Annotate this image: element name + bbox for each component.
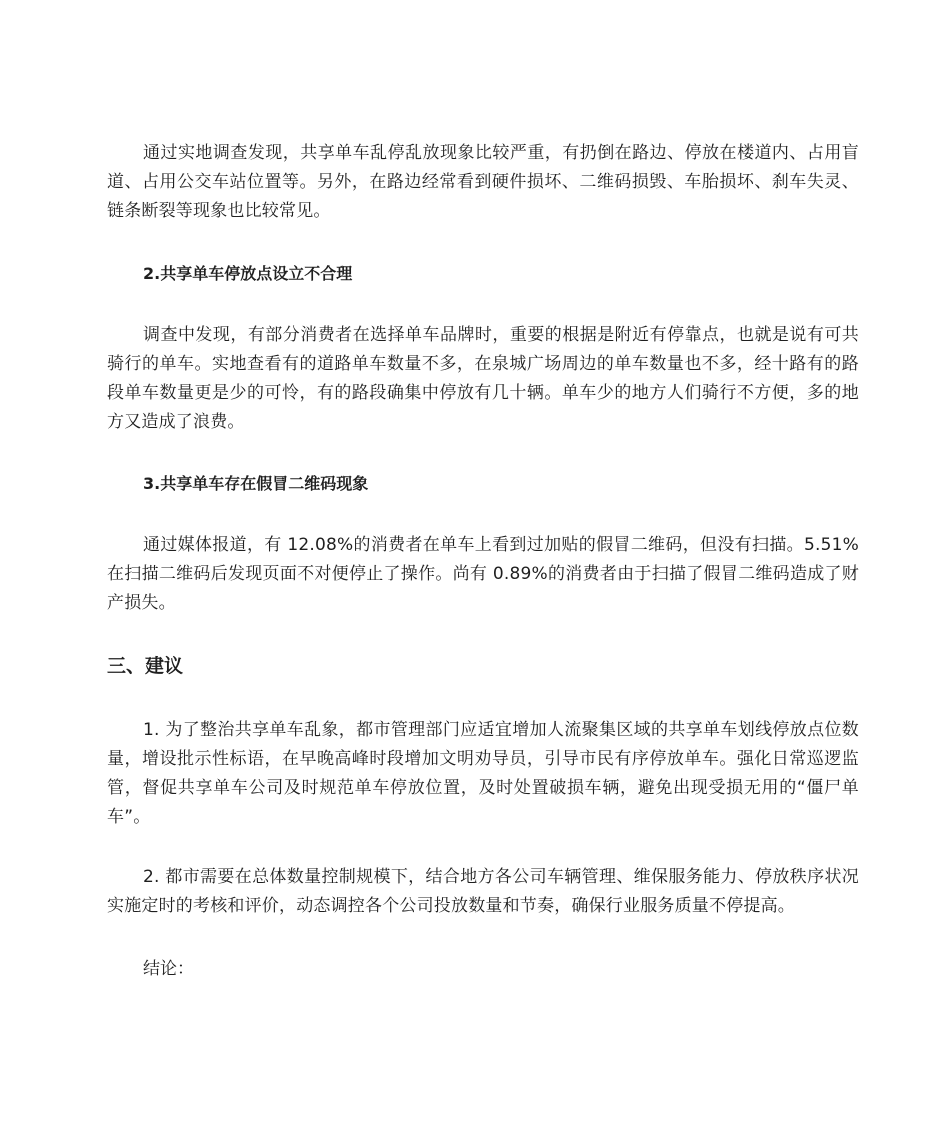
- paragraph-survey-findings: 通过实地调查发现，共享单车乱停乱放现象比较严重，有扔倒在路边、停放在楼道内、占用盲道、占用公交车站位置等。另外，在路边经常看到硬件损坏、二维码损毁、车胎损坏、刹车失灵、链条断裂等现象也比较常见。: [107, 143, 859, 221]
- paragraph-parking-points: 调查中发现，有部分消费者在选择单车品牌时，重要的根据是附近有停靠点，也就是说有可共骑行的单车。实地查看有的道路单车数量不多，在泉城广场周边的单车数量也不多，经十路有的路段单车数量更是少的可怜，有的路段确集中停放有几十辆。单车少的地方人们骑行不方便，多的地方又造成了浪费。: [107, 325, 859, 432]
- paragraph-fake-qr-codes: 通过媒体报道，有 12.08%的消费者在单车上看到过加贴的假冒二维码，但没有扫描。5.51%在扫描二维码后发现页面不对便停止了操作。尚有 0.89%的消费者由于扫描了假冒二维码造成了财产损失。: [107, 535, 859, 613]
- subheading-fake-qr-codes: 3.共享单车存在假冒二维码现象: [143, 474, 369, 493]
- conclusion-label: 结论：: [143, 959, 194, 979]
- subheading-parking-points: 2.共享单车停放点设立不合理: [143, 264, 353, 283]
- paragraph-suggestion-1: 1. 为了整治共享单车乱象，都市管理部门应适宜增加人流聚集区域的共享单车划线停放点位数量，增设批示性标语，在早晚高峰时段增加文明劝导员，引导市民有序停放单车。强化日常巡逻监管，督促共享单车公司及时规范单车停放位置，及时处置破损车辆，避免出现受损无用的“僵尸单车”。: [107, 720, 859, 827]
- paragraph-suggestion-2: 2. 都市需要在总体数量控制规模下，结合地方各公司车辆管理、维保服务能力、停放秩序状况实施定时的考核和评价，动态调控各个公司投放数量和节奏，确保行业服务质量不停提高。: [107, 867, 859, 916]
- section-heading-suggestions: 三、建议: [107, 655, 184, 677]
